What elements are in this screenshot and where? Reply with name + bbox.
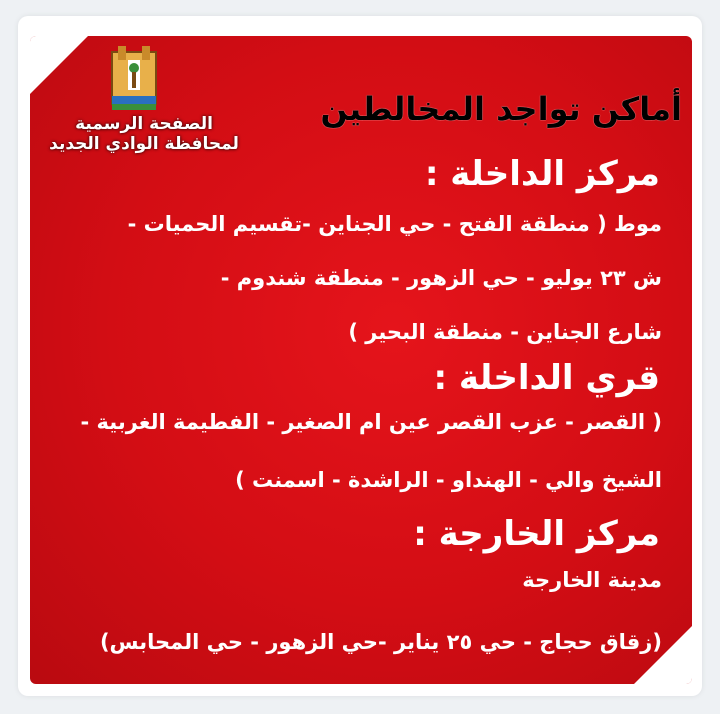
section-line: (زقاق حجاج - حي ٢٥ يناير -حي الزهور - حي المحابس) <box>99 630 662 654</box>
section-heading-dakhla-center: مركز الداخلة : <box>424 154 660 194</box>
page-title: أماكن تواجد المخالطين <box>320 90 682 128</box>
logo-caption-line2: لمحافظة الوادي الجديد <box>49 134 239 154</box>
section-heading-kharga-center: مركز الخارجة : <box>413 514 660 554</box>
section-line: مدينة الخارجة <box>522 568 662 592</box>
logo-caption <box>34 114 254 154</box>
section-line: ش ٢٣ يوليو - حي الزهور - منطقة شندوم - <box>220 266 662 290</box>
section-heading-dakhla-villages: قري الداخلة : <box>433 358 660 398</box>
governorate-emblem-icon <box>104 42 164 114</box>
corner-decoration <box>30 36 88 94</box>
logo-caption-line1: الصفحة الرسمية <box>75 114 213 134</box>
section-line: موط ( منطقة الفتح - حي الجناين -تقسيم الحميات - <box>127 212 662 236</box>
section-line: ( القصر - عزب القصر عين ام الصغير - الفطيمة الغربية - <box>80 410 662 434</box>
announcement-card <box>30 36 692 684</box>
section-line: الشيخ والي - الهنداو - الراشدة - اسمنت ) <box>235 468 662 492</box>
section-line: شارع الجناين - منطقة البحير ) <box>348 320 662 344</box>
